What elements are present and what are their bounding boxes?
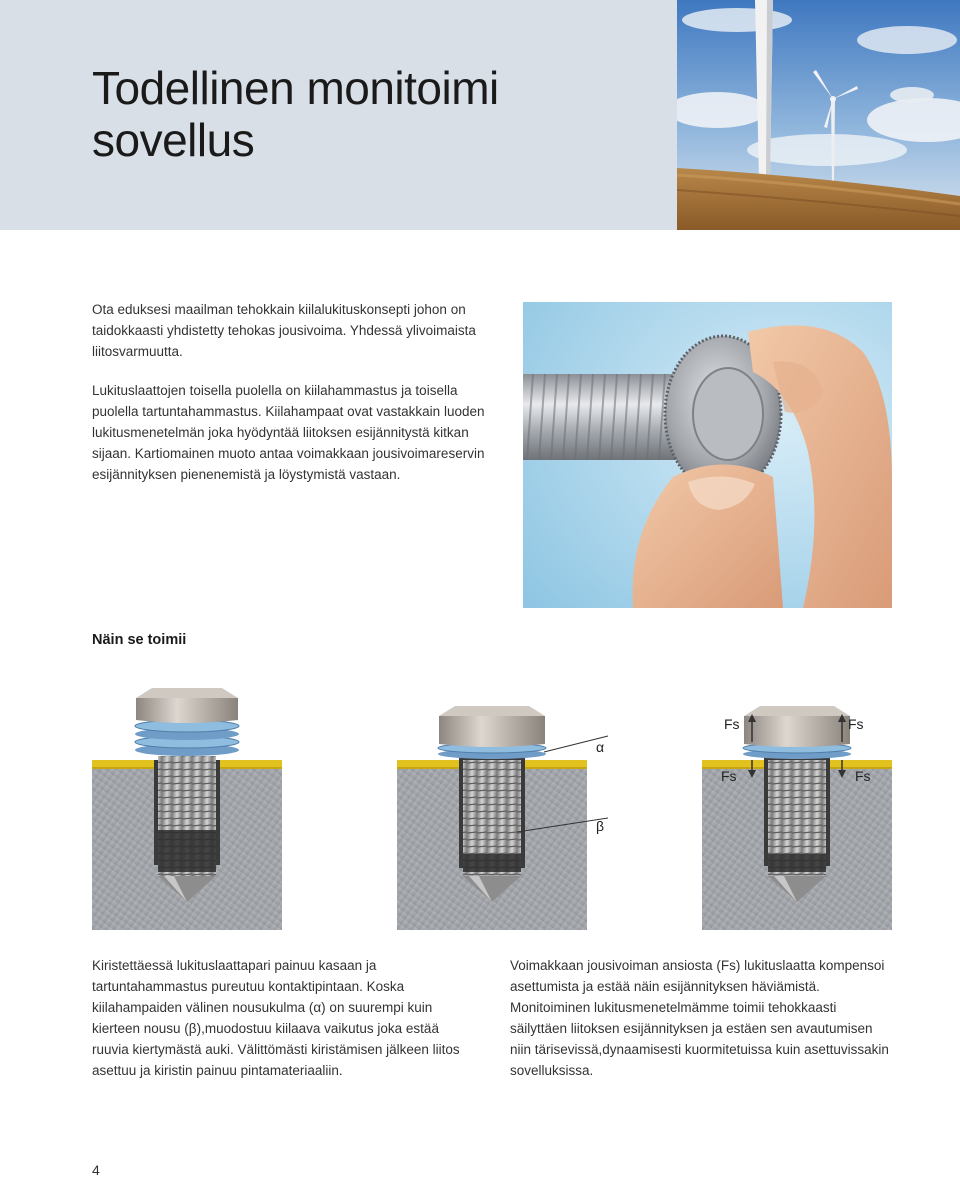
diagram-panel-2 <box>397 706 587 930</box>
intro-paragraph-2: Lukituslaattojen toisella puolella on kiilahammastus ja toisella puolella tartuntahammastus. Kiilahampaat ovat vastakkain luoden lukitusmenetelmän joka hyödyntää liitoksen esijännitystä kitkan sijaan. Kartiomainen muoto antaa voimakkaan jousivoimareservin esijännityksen pienenemistä ja löystymistä vastaan. <box>92 383 485 482</box>
beta-label: β <box>596 818 605 834</box>
bolt-diagram <box>92 680 892 930</box>
washer-in-hand-photo <box>523 302 892 608</box>
page-title: Todellinen monitoimi sovellus <box>92 62 499 166</box>
force-label-bottom-left: Fs <box>721 768 737 784</box>
diagram-panel-3 <box>702 706 892 930</box>
page-number: 4 <box>92 1162 100 1178</box>
diagram-panel-1 <box>92 688 282 930</box>
caption-right: Voimakkaan jousivoiman ansiosta (Fs) lukituslaatta kompensoi asettumista ja estää näin esijännityksen häviämistä. Monitoiminen lukitusmenetelmämme toimii tehokkaasti säilyttäen liitoksen esijännityksen ja estäen sen avautumisen niin tärisevissä,dynaamisesti kuormitetuissa kuin asettuvissakin sovelluksissa. <box>510 958 889 1078</box>
caption-left: Kiristettäessä lukituslaattapari painuu kasaan ja tartuntahammastus pureutuu kontaktipintaan. Koska kiilahampaiden välinen nousukulma (α) on suurempi kuin kierteen nousu (β),muodostuu kiilaava vaikutus joka estää ruuvia kiertymästä auki. Välittömästi kiristämisen jälkeen liitos asettuu ja kiristin painuu pintamateriaaliin. <box>92 958 460 1078</box>
wind-turbine-photo <box>677 0 960 230</box>
intro-paragraph-1: Ota eduksesi maailman tehokkain kiilalukituskonsepti johon on taidokkaasti yhdistetty tehokas jousivoima. Yhdessä ylivoimaista liitosvarmuutta. <box>92 302 476 359</box>
force-label-bottom-right: Fs <box>855 768 871 784</box>
section-heading: Näin se toimii <box>92 632 187 648</box>
alpha-label: α <box>596 739 605 755</box>
force-label-top-right: Fs <box>848 716 864 732</box>
force-label-top-left: Fs <box>724 716 740 732</box>
